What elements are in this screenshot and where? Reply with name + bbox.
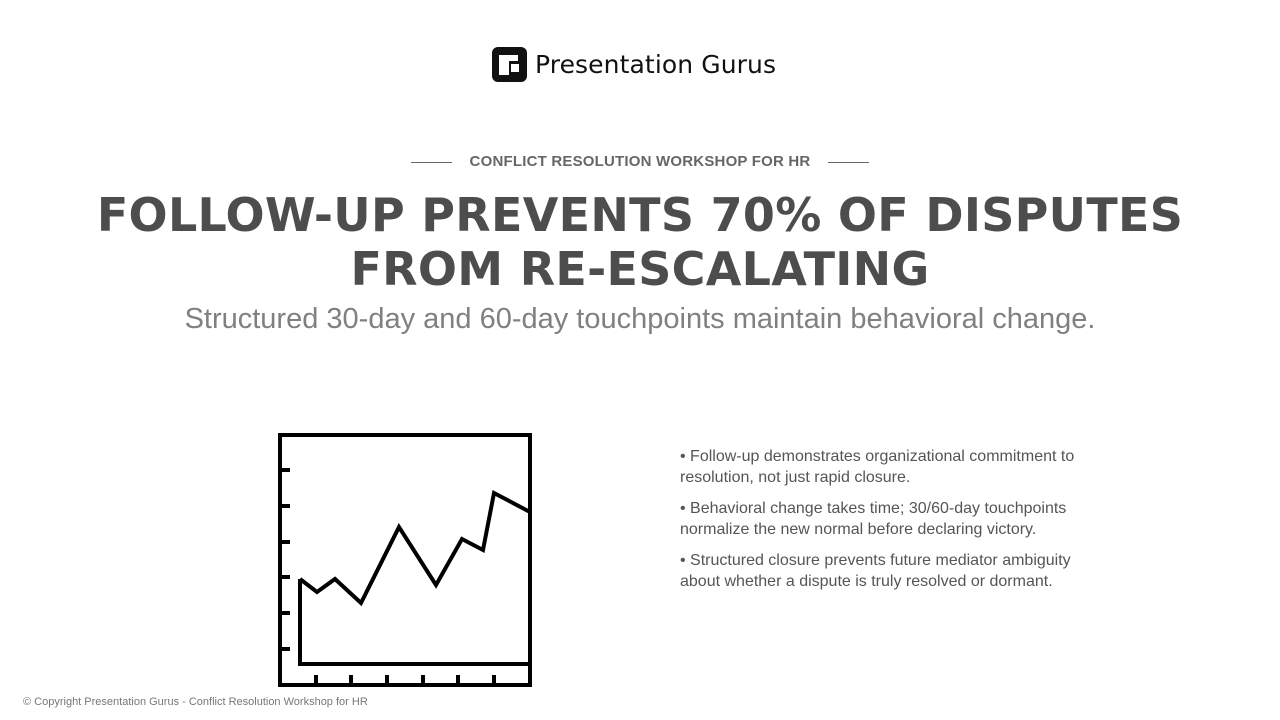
bullet-item: • Follow-up demonstrates organizational commitment to resolution, not just rapid closure.	[680, 448, 1075, 486]
footer-copyright: © Copyright Presentation Gurus - Conflict Resolution Workshop for HR	[23, 696, 368, 708]
bullet-item: • Behavioral change takes time; 30/60-day touchpoints normalize the new normal before declaring victory.	[680, 500, 1067, 538]
kicker	[0, 152, 1280, 172]
brand-header	[492, 47, 776, 82]
kicker-rule-left	[411, 162, 452, 163]
line-chart-icon	[277, 432, 533, 688]
slide-title: FOLLOW-UP PREVENTS 70% OF DISPUTES FROM RE-ESCALATING	[96, 188, 1184, 296]
kicker-text: CONFLICT RESOLUTION WORKSHOP FOR HR	[469, 153, 811, 170]
slide-subtitle: Structured 30-day and 60-day touchpoints maintain behavioral change.	[184, 303, 1096, 335]
pg-logo-icon	[492, 47, 527, 82]
brand-name: Presentation Gurus	[535, 50, 777, 79]
kicker-rule-right	[828, 162, 869, 163]
bullet-list	[680, 446, 1080, 602]
bullet-item: • Structured closure prevents future mediator ambiguity about whether a dispute is truly resolved or dormant.	[680, 552, 1071, 590]
